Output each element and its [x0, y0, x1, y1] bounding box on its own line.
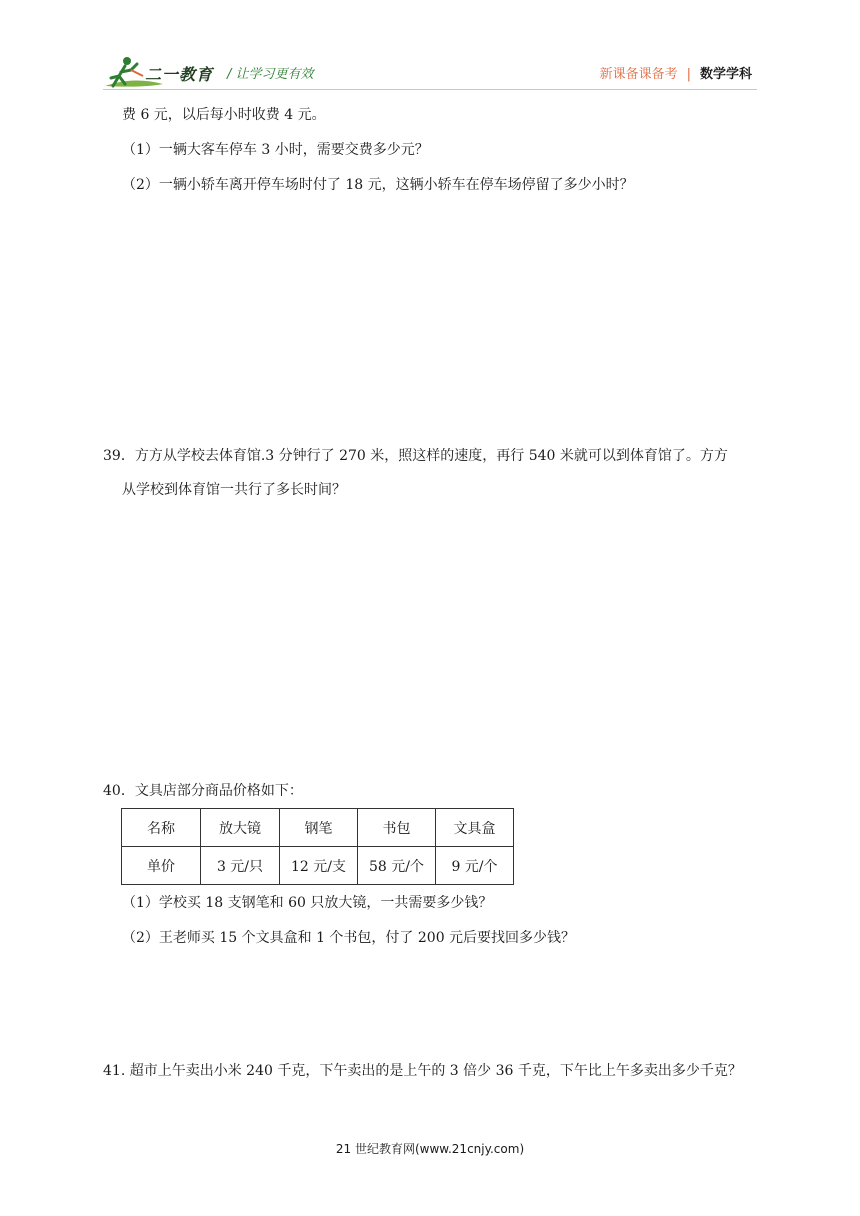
table-cell: 放大镜 — [201, 809, 280, 847]
table-cell: 3 元/只 — [201, 847, 280, 885]
page-header — [0, 0, 860, 100]
table-cell: 书包 — [358, 809, 436, 847]
header-divider — [103, 89, 757, 90]
q38-part2: （2）一辆小轿车离开停车场时付了 18 元，这辆小轿车在停车场停留了多少小时？ — [122, 177, 634, 193]
page-footer: 21 世纪教育网(www.21cnjy.com) — [335, 1142, 525, 1156]
q38-part1: （1）一辆大客车停车 3 小时，需要交费多少元？ — [122, 142, 429, 158]
table-cell: 钢笔 — [280, 809, 358, 847]
header-right — [600, 63, 752, 82]
q39-line2: 从学校到体育馆一共行了多长时间？ — [122, 482, 346, 498]
table-row — [122, 809, 514, 847]
course-label: 新课备课备考 — [599, 67, 678, 82]
table-cell: 名称 — [122, 809, 201, 847]
table-cell: 12 元/支 — [280, 847, 358, 885]
table-cell: 58 元/个 — [358, 847, 436, 885]
q40-part1: （1）学校买 18 支钢笔和 60 只放大镜，一共需要多少钱？ — [122, 895, 493, 911]
q39-line1: 39．方方从学校去体育馆.3 分钟行了 270 米，照这样的速度，再行 540 米就可以到体育馆了。方方 — [103, 448, 728, 464]
q40-stem: 40．文具店部分商品价格如下： — [103, 783, 303, 799]
price-table — [121, 808, 514, 885]
header-separator: | — [686, 67, 691, 82]
table-cell: 文具盒 — [436, 809, 514, 847]
logo-text: 二一教育 — [145, 65, 214, 84]
table-row — [122, 847, 514, 885]
subject-label: 数学学科 — [699, 67, 752, 82]
q40-part2: （2）王老师买 15 个文具盒和 1 个书包，付了 200 元后要找回多少钱？ — [122, 930, 576, 946]
slogan: / 让学习更有效 — [227, 67, 314, 82]
q41-stem: 41. 超市上午卖出小米 240 千克，下午卖出的是上午的 3 倍少 36 千克，下午比上午多卖出多少千克？ — [103, 1063, 742, 1079]
q38-intro-tail: 费 6 元，以后每小时收费 4 元。 — [122, 107, 326, 123]
table-cell: 9 元/个 — [436, 847, 514, 885]
table-cell: 单价 — [122, 847, 201, 885]
